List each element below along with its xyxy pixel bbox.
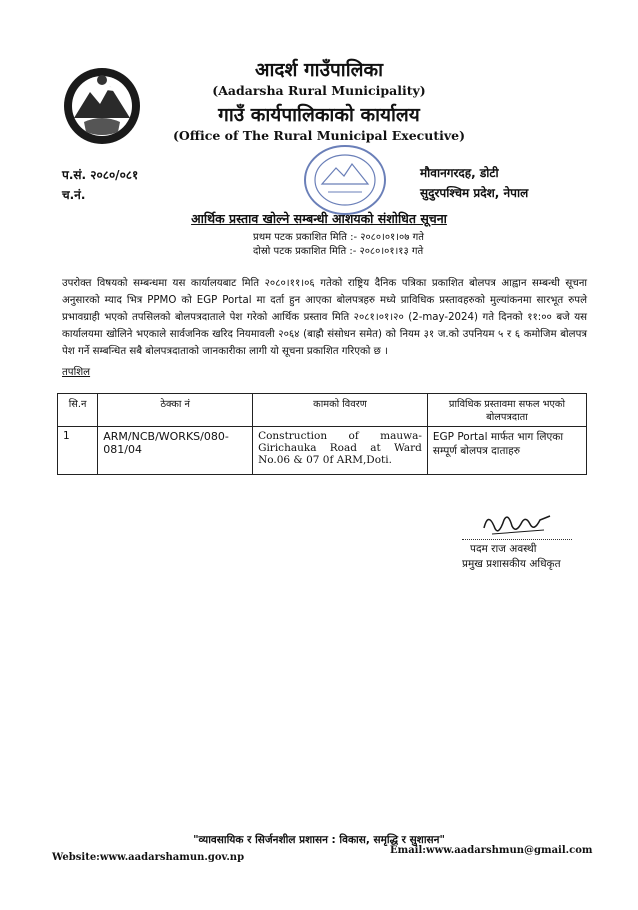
second-publication-date: दोस्रो पटक प्रकाशित मिति :- २०८०।०१।१३ गते (253, 246, 424, 257)
notice-title: आर्थिक प्रस्ताव खोल्ने सम्बन्धी आशयको संशोधित सूचना (191, 211, 447, 226)
footer-email: Email:www.aadarshmun@gmail.com (390, 845, 593, 856)
municipality-name-en: (Aadarsha Rural Municipality) (212, 83, 426, 98)
office-name-np: गाउँ कार्यपालिकाको कार्यालय (218, 104, 420, 126)
chalani-number: च.नं. (62, 188, 86, 202)
tapasil-label: तपशिल (62, 367, 91, 378)
signature-icon (478, 508, 558, 540)
notice-body: उपरोक्त विषयको सम्बन्धमा यस कार्यालयबाट मिति २०८०।११।०६ गतेको राष्ट्रिय दैनिक पत्रिका प्रकाशित बोलपत्र आह्वान सम्बन्धी सूचना अनुसारको म्याद भित्र PPMO को EGP Portal मा दर्ता हुन आएका बोलपत्रहरु मध्ये प्राविधिक प्रस्तावहरुको मुल्यांकनमा सारभूत रुपले प्रभावग्राही भएको तपसिलको बोलपत्रदाताले पेश गरेको आर्थिक प्रस्ताव मिति २०८१।०१।२० (2-may-2024) गते दिनको ११:०० बजे यस कार्यालयमा खोलिने भएकाले सार्वजनिक खरिद नियमावली २०६४ (बाह्रौ संसोधन समेत) को नियम ३१ ज.को उपनियम ५ र ६ कमोजिम बोलपत्र पेश गर्ने सम्बन्धित सबै बोलपत्रदाताको जानकारीका लागी यो सूचना प्रकाशित गरिएको छ । (62, 278, 587, 357)
footer-motto: "व्यावसायिक र सिर्जनशील प्रशासन : विकास, समृद्धि र सुशासन" (193, 834, 445, 846)
details-table (57, 393, 587, 475)
signatory-name: पदम राज अवस्थी (470, 543, 537, 555)
signatory-designation: प्रमुख प्रशासकीय अधिकृत (462, 558, 561, 570)
header-work-description: कामको विवरण (253, 394, 428, 427)
header-contract-no: ठेक्का नं (98, 394, 253, 427)
signature-line (462, 539, 572, 540)
header-successful-bidder: प्राविधिक प्रस्तावमा सफल भएको बोलपत्रदाता (427, 394, 586, 427)
cell-sn: 1 (58, 427, 98, 475)
cell-successful-bidder: EGP Portal मार्फत भाग लिएका सम्पूर्ण बोलपत्र दाताहरु (427, 427, 586, 475)
office-stamp-icon (300, 140, 390, 220)
table-row (58, 427, 587, 475)
address-line-2: सुदुरपश्चिम प्रदेश, नेपाल (420, 186, 529, 200)
cell-contract-no: ARM/NCB/WORKS/080-081/04 (98, 427, 253, 475)
footer-website: Website:www.aadarshamun.gov.np (52, 852, 245, 863)
first-publication-date: प्रथम पटक प्रकाशित मिति :- २०८०।०१।०७ गते (253, 232, 424, 243)
municipality-name-np: आदर्श गाउँपालिका (254, 59, 384, 81)
header-sn: सि.न (58, 394, 98, 427)
cell-work-description: Construction of mauwa-Girichauka Road at Ward No.06 & 07 0f ARM,Doti. (253, 427, 428, 475)
reference-number: प.सं. २०८०/०८१ (62, 168, 139, 182)
office-name-en: (Office of The Rural Municipal Executive) (172, 128, 466, 143)
table-header-row (58, 394, 587, 427)
address-line-1: मौवानगरदह, डोटी (420, 166, 499, 180)
